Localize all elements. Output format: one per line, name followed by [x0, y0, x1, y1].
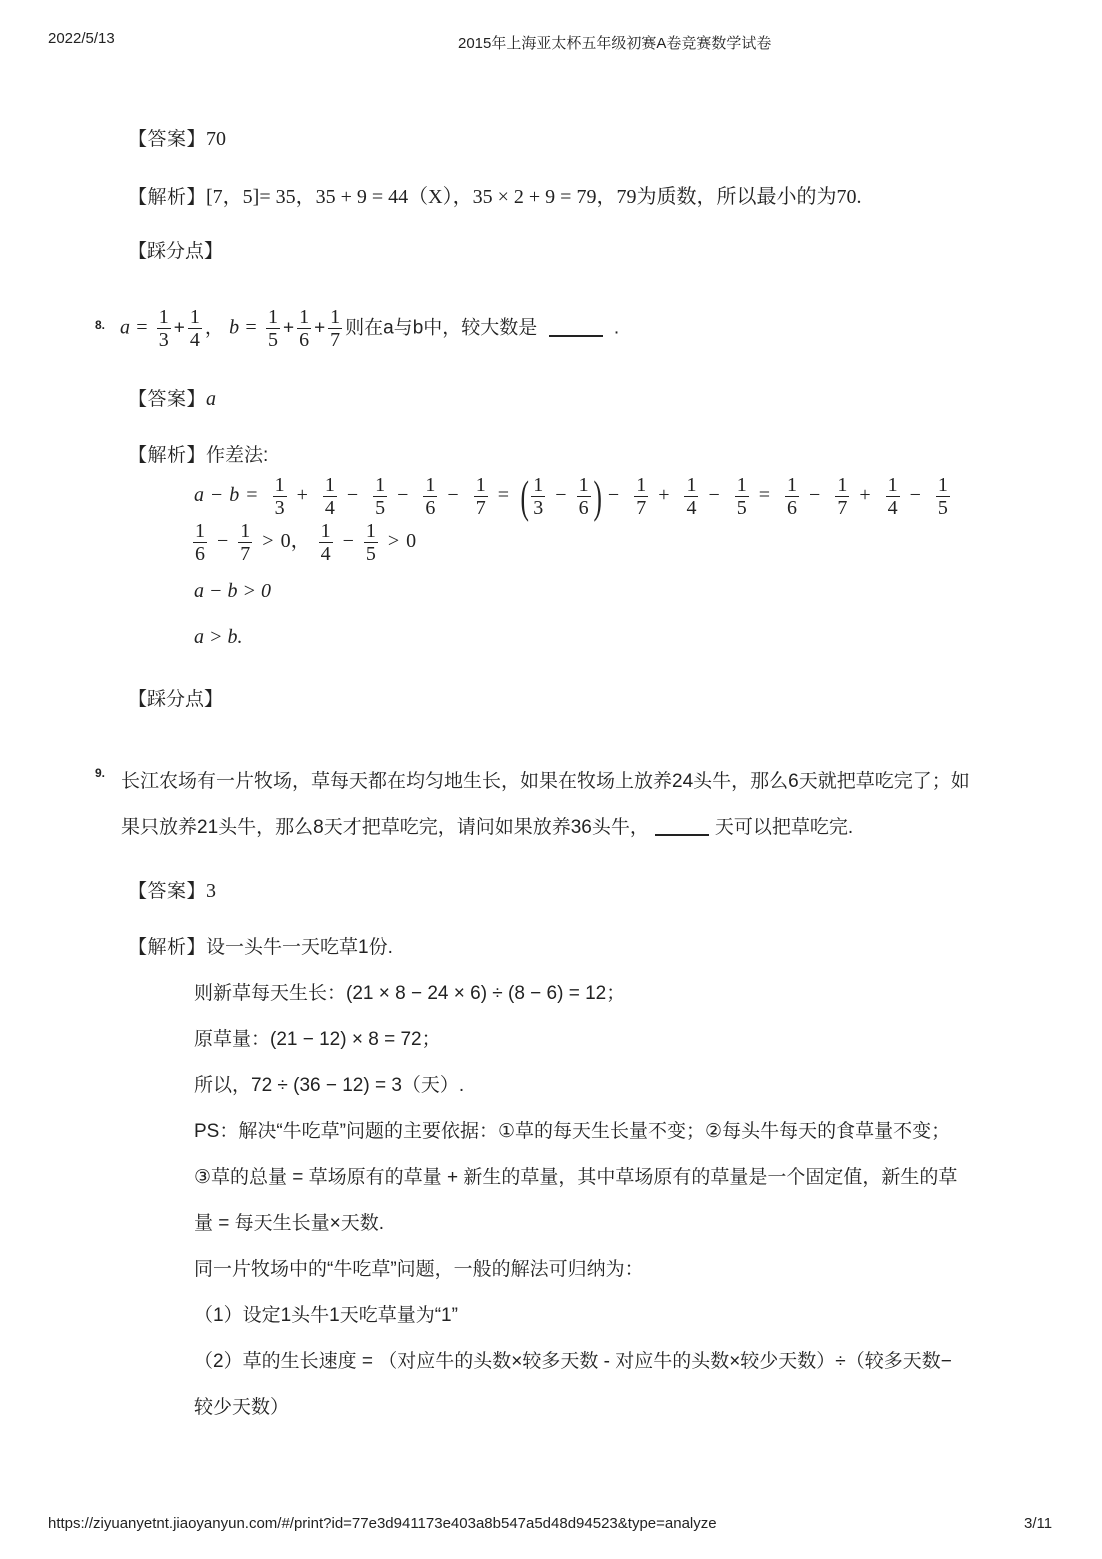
q8-equation-1: a − b = $\frac{1}{3}$ + $\frac{1}{4}$ − $\frac{1}{5}$ − $\frac{1}{6}$ − $\frac{1}{7}$ = ( $\frac{1}{3}$ − $\frac{1}{6}$ ) − $\frac{1}{7}$ + $\frac{1}{4}$ − $\frac{1}{5}$ = $\frac{1}{6}$ − $\frac{1}{7}$ + $\frac{1}{4}$ − $\frac{1}{5}$ [194, 471, 948, 522]
q9-line: （2）草的生长速度 = （对应牛的头数×较多天数 - 对应牛的头数×较少天数）÷（较多天数− [194, 1351, 952, 1372]
q9-stem-line-2-text: 果只放养21头牛，那么8天才把草吃完，请问如果放养36头牛， [121, 817, 649, 838]
q8-stem-tail: 则在a与b中，较大数是 [345, 317, 538, 339]
source-url-link[interactable]: https://ziyuanyetnt.jiaoyanyun.com/#/print?id=77e3d941173e403a8b547a5d48d94523&type=analyze [48, 1515, 717, 1532]
q8-answer-value: a [206, 388, 217, 410]
q9-line: ③草的总量 = 草场原有的草量 + 新生的草量，其中草场原有的草量是一个固定值，新生的草 [194, 1167, 958, 1188]
q7-points-label: 【踩分点】 [128, 241, 224, 262]
answer-label: 【答案】 [128, 389, 207, 410]
q8-equation-4: a > b. [194, 626, 243, 648]
fraction: $\frac{1}{5}$ [267, 306, 278, 351]
q9-number: 9. [95, 766, 106, 780]
q9-line: PS：解决“牛吃草”问题的主要依据：①草的每天生长量不变；②每头牛每天的食草量不变； [194, 1121, 951, 1142]
analysis-label: 【解析】 [128, 937, 207, 958]
q7-analysis [128, 180, 861, 209]
q9-analysis [128, 932, 393, 959]
q8-method: 作差法: [206, 445, 269, 466]
q8-equation-3: a − b > 0 [194, 580, 271, 602]
q8-stem-a: a = [120, 316, 149, 339]
print-date: 2022/5/13 [48, 30, 115, 47]
answer-label: 【答案】 [128, 129, 207, 150]
q9-line: 原草量：(21 − 12) × 8 = 72； [194, 1029, 441, 1050]
fraction: $\frac{1}{4}$ [189, 306, 200, 351]
q8-stem-b: b = [229, 316, 258, 339]
q9-line: （1）设定1头牛1天吃草量为“1” [194, 1305, 458, 1326]
q7-answer [128, 124, 226, 151]
q7-answer-value: 70 [206, 128, 227, 150]
q8-analysis [128, 440, 268, 467]
q9-stem-line-2 [121, 812, 853, 839]
fraction: $\frac{1}{6}$ [299, 306, 310, 351]
q8-stem-end: . [613, 317, 620, 339]
q9-line: 则新草每天生长：(21 × 8 − 24 × 6) ÷ (8 − 6) = 12； [194, 983, 626, 1004]
q9-answer [128, 876, 216, 903]
analysis-label: 【解析】 [128, 445, 207, 466]
q8-answer [128, 384, 216, 411]
q9-line: 同一片牧场中的“牛吃草”问题，一般的解法可归纳为： [194, 1259, 644, 1280]
q8-stem: a = $\frac{1}{3}$ + $\frac{1}{4}$ ， b = $\frac{1}{5}$ + $\frac{1}{6}$ + $\frac{1}{7}$ 则在a与b中，较大数是 . [120, 306, 620, 351]
fraction: $\frac{1}{3}$ [158, 306, 169, 351]
q9-line: 较少天数） [194, 1397, 290, 1418]
fraction: $\frac{1}{7}$ [330, 306, 341, 351]
q9-answer-value: 3 [206, 880, 217, 902]
q8-equation-2: $\frac{1}{6}$ − $\frac{1}{7}$ > 0， $\frac{1}{4}$ − $\frac{1}{5}$ > 0 [195, 520, 417, 565]
q8-points-label: 【踩分点】 [128, 689, 224, 710]
q9-stem-line-1: 长江农场有一片牧场，草每天都在均匀地生长，如果在牧场上放养24头牛，那么6天就把草吃完了；如 [121, 771, 970, 792]
analysis-label: 【解析】 [128, 187, 207, 208]
answer-blank [549, 335, 603, 337]
q7-analysis-text: [7，5]= 35，35 + 9 = 44（X），35 × 2 + 9 = 79，79为质数，所以最小的为70. [206, 186, 862, 208]
q9-analysis-intro: 设一头牛一天吃草1份. [206, 937, 393, 958]
page-number: 3/11 [1024, 1515, 1053, 1532]
q8-number: 8. [95, 318, 106, 332]
document-title: 2015年上海亚太杯五年级初赛A卷竞赛数学试卷 [458, 35, 772, 52]
q9-line: 所以，72 ÷ (36 − 12) = 3（天）. [194, 1075, 465, 1096]
answer-blank [655, 834, 709, 836]
q9-stem-line-2-end: 天可以把草吃完. [714, 817, 854, 838]
q9-line: 量 = 每天生长量×天数. [194, 1213, 385, 1234]
answer-label: 【答案】 [128, 881, 207, 902]
